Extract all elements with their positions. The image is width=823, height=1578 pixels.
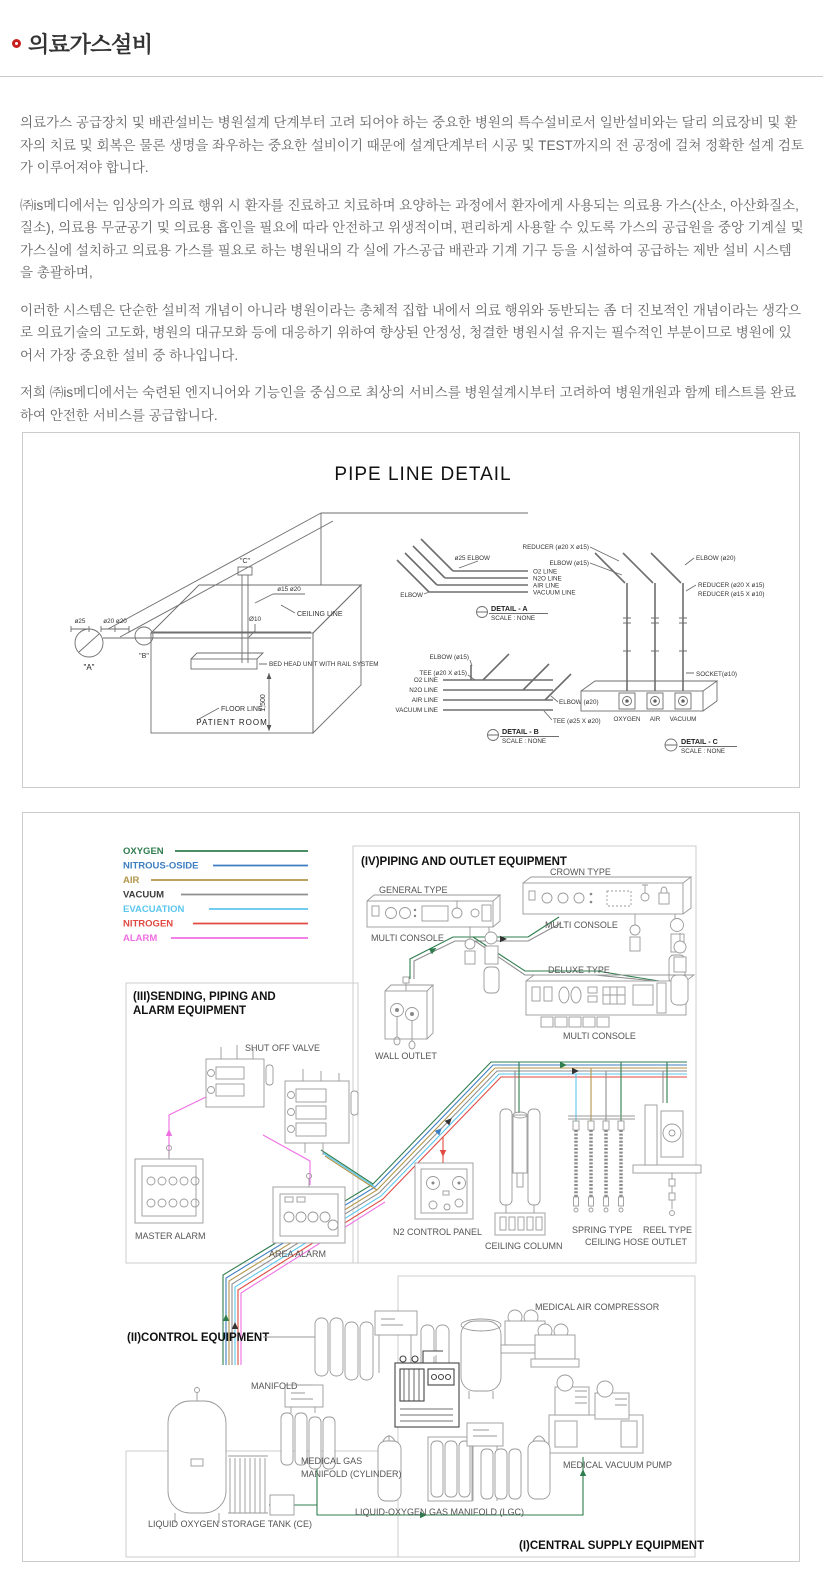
page-header xyxy=(12,28,153,59)
section-iv-label: (IV)PIPING AND OUTLET EQUIPMENT xyxy=(361,856,567,868)
reel-type-outlet xyxy=(633,1105,701,1216)
section-iii-label-line1: (III)SENDING, PIPING AND xyxy=(133,991,276,1003)
air-line-label: AIR LINE xyxy=(533,582,560,590)
elbow20-c-label: ELBOW (ø20) xyxy=(696,555,736,562)
vacuum-line-label: VACUUM LINE xyxy=(533,589,576,597)
deluxe-multi-console-label: MULTI CONSOLE xyxy=(563,1031,636,1041)
socket10-label: SOCKET(ø10) xyxy=(696,671,737,678)
detail-a-label: DETAIL - A xyxy=(491,604,528,613)
wall-outlet-label: WALL OUTLET xyxy=(375,1051,437,1061)
lox-manifold-label: LIQUID-OXYGEN GAS MANIFOLD (LGC) xyxy=(355,1507,525,1517)
point-c-label: "C" xyxy=(239,558,251,565)
legend-air: AIR xyxy=(123,875,140,886)
legend-alarm: ALARM xyxy=(123,933,158,944)
liquid-oxygen-tank-unit xyxy=(168,1388,294,1524)
detail-c-scale: SCALE : NONE xyxy=(681,748,726,755)
ceiling-hose-outlet-label: CEILING HOSE OUTLET xyxy=(585,1237,688,1247)
shut-off-valve-label: SHUT OFF VALVE xyxy=(245,1043,321,1053)
master-alarm-panel xyxy=(135,1146,203,1224)
n2o-line-label: N2O LINE xyxy=(533,575,562,583)
medical-gas-manifold-label-line1: MEDICAL GAS xyxy=(301,1456,363,1466)
legend-vacuum: VACUUM xyxy=(123,889,164,901)
spring-type-outlets xyxy=(568,1116,635,1212)
elbow-label: ELBOW xyxy=(400,592,423,599)
intro-paragraph-4: 저희 ㈜is메디에서는 숙련된 엔지니어와 기능인을 중심으로 최상의 서비스를 병원설계시부터 고려하여 병원개원과 함께 테스트를 완료하여 안전한 서비스를 공급합니다. xyxy=(20,385,797,423)
air-outlet-label: AIR xyxy=(649,716,661,723)
elbow25-label: ø25 ELBOW xyxy=(454,555,490,562)
detail-c-label: DETAIL - C xyxy=(681,737,718,746)
detail-a-drawing xyxy=(397,539,576,622)
intro-paragraph-3: 이러한 시스템은 단순한 설비적 개념이 아니라 병원이라는 총체적 집합 내에서 의료 행위와 동반되는 좀 더 진보적인 개념이라는 생각으로 의료기술의 고도화, 병원의 대규모화 등에 대응하기 위하여 향상된 안정성, 청결한 병원시설 유지는 필수적인 부분이므로 병원에 있어서 가장 중요한 설비 중 하나입니다. xyxy=(20,302,802,363)
crown-type-label: CROWN TYPE xyxy=(550,867,611,877)
section-tank-box xyxy=(126,1451,398,1557)
dim-10-label: Ø10 xyxy=(249,616,261,623)
bed-head-label: BED HEAD UNIT WITH RAIL SYSTEM xyxy=(269,661,379,668)
floor-line-label: FLOOR LINE xyxy=(221,706,263,713)
n2o-line-label-b: N2O LINE xyxy=(409,687,438,694)
height-dim-label: 1,500 xyxy=(260,694,267,712)
reel-type-label: REEL TYPE xyxy=(643,1225,693,1235)
reducer-15-10-label: REDUCER (ø15 X ø10) xyxy=(698,591,765,598)
dim-15-20-label: ø15 ø20 xyxy=(277,586,301,593)
legend-nitrogen: NITROGEN xyxy=(123,918,174,930)
medical-gas-system-drawing xyxy=(23,813,799,1561)
detail-b-scale: SCALE : NONE xyxy=(502,738,547,745)
intro-section xyxy=(20,112,804,442)
section-iii-label-line2: ALARM EQUIPMENT xyxy=(133,1005,247,1017)
header-divider xyxy=(0,76,823,77)
lgc-manifold-unit xyxy=(378,1423,550,1501)
ceiling-column-label: CEILING COLUMN xyxy=(485,1241,563,1251)
air-line-label-b: AIR LINE xyxy=(411,697,438,704)
n2-control-panel-unit xyxy=(415,1163,473,1219)
medical-vacuum-pump-unit xyxy=(549,1375,643,1453)
o2-line-label-b: O2 LINE xyxy=(413,677,438,684)
legend-oxygen: OXYGEN xyxy=(123,846,164,857)
elbow15-label: ELBOW (ø15) xyxy=(429,654,469,661)
vacuum-outlet-label: VACUUM xyxy=(669,716,697,723)
crown-multi-console-label: MULTI CONSOLE xyxy=(545,920,618,930)
wall-outlet-unit xyxy=(385,977,433,1049)
tee-25-20-label: TEE (ø25 X ø20) xyxy=(553,718,601,725)
intro-paragraph-1: 의료가스 공급장치 및 배관설비는 병원설계 단계부터 고려 되어야 하는 중요한 병원의 특수설비로서 일반설비와는 달리 의료장비 및 환자의 치료 및 회복은 물론 생명을 좌우하는 중요한 설비이기 때문에 설계단계부터 시공 및 TEST까지의 전 공정에 걸쳐 정확한 설계 검토가 이루어져야 합니다. xyxy=(20,115,804,175)
legend-evacuation: EVACUATION xyxy=(123,904,185,915)
vacuum-line-label-b: VACUUM LINE xyxy=(395,707,438,714)
reducer-20-15-left-label: REDUCER (ø20 X ø15) xyxy=(522,544,589,551)
oxygen-outlet-label: OXYGEN xyxy=(613,716,641,723)
o2-line-label: O2 LINE xyxy=(533,568,558,576)
deluxe-type-console xyxy=(526,933,694,1027)
spring-type-label: SPRING TYPE xyxy=(572,1225,633,1235)
ceiling-column-unit xyxy=(495,1109,545,1235)
gas-legend xyxy=(123,846,308,944)
dim-20-20-label: ø20 ø20 xyxy=(103,618,127,625)
master-alarm-label: MASTER ALARM xyxy=(135,1231,206,1241)
lox-tank-label: LIQUID OXYGEN STORAGE TANK (CE) xyxy=(148,1519,313,1529)
point-b-label: "B" xyxy=(139,653,149,660)
medical-air-compressor-label: MEDICAL AIR COMPRESSOR xyxy=(535,1302,660,1312)
dim-25-label: ø25 xyxy=(74,618,86,625)
diagram1-title: PIPE LINE DETAIL xyxy=(334,464,512,485)
manifold-label: MANIFOLD xyxy=(251,1381,298,1391)
detail-b-label: DETAIL - B xyxy=(502,727,539,736)
point-a-label: "A" xyxy=(83,663,95,672)
tee-20-15-label: TEE (ø20 X ø15) xyxy=(419,670,467,677)
page-title: 의료가스설비 xyxy=(28,32,153,57)
deluxe-type-label: DELUXE TYPE xyxy=(548,965,610,975)
legend-nitrous-oside: NITROUS-OSIDE xyxy=(123,860,199,872)
patient-room-label: PATIENT ROOM xyxy=(196,718,268,727)
shut-off-valve-panels xyxy=(206,1045,358,1155)
detail-b-drawing xyxy=(395,654,600,745)
medical-gas-system-figure xyxy=(22,812,800,1562)
reducer-20-15-right-label: REDUCER (ø20 X ø15) xyxy=(698,582,765,589)
general-type-label: GENERAL TYPE xyxy=(379,885,448,895)
general-multi-console-label: MULTI CONSOLE xyxy=(371,933,444,943)
section-i-label: (I)CENTRAL SUPPLY EQUIPMENT xyxy=(519,1540,705,1552)
ceiling-line-label: CEILING LINE xyxy=(297,611,343,618)
title-bullet-icon xyxy=(12,39,21,48)
area-alarm-panel xyxy=(273,1174,345,1244)
elbow15-c-label: ELBOW (ø15) xyxy=(549,560,589,567)
medical-gas-manifold-label-line2: MANIFOLD (CYLINDER) xyxy=(301,1469,402,1479)
section-ii-label: (II)CONTROL EQUIPMENT xyxy=(127,1332,270,1344)
detail-a-scale: SCALE : NONE xyxy=(491,615,536,622)
intro-paragraph-2: ㈜is메디에서는 임상의가 의료 행위 시 환자를 진료하고 치료하며 요양하는 과정에서 환자에게 사용되는 의료용 가스(산소, 아산화질소, 질소), 의료용 무균공기 및 의료용 흡인을 필요에 따라 안전하고 위생적이며, 편리하게 사용할 수 있도록 가스의 공급원을 중앙 기계실 및 가스실에 설치하고 의료용 가스를 필요로 하는 병원내의 각 실에 가스공급 배관과 기계 기구 등을 시설하여 공급하는 제반 설비 시스템을 총괄하며, xyxy=(20,197,804,280)
n2-control-panel-label: N2 CONTROL PANEL xyxy=(393,1227,483,1237)
pipe-line-detail-drawing xyxy=(23,433,799,787)
area-alarm-label: AREA ALARM xyxy=(269,1249,327,1259)
elbow20-label: ELBOW (ø20) xyxy=(559,699,599,706)
pipe-line-detail-figure xyxy=(22,432,800,788)
medical-vacuum-pump-label: MEDICAL VACUUM PUMP xyxy=(563,1460,673,1470)
